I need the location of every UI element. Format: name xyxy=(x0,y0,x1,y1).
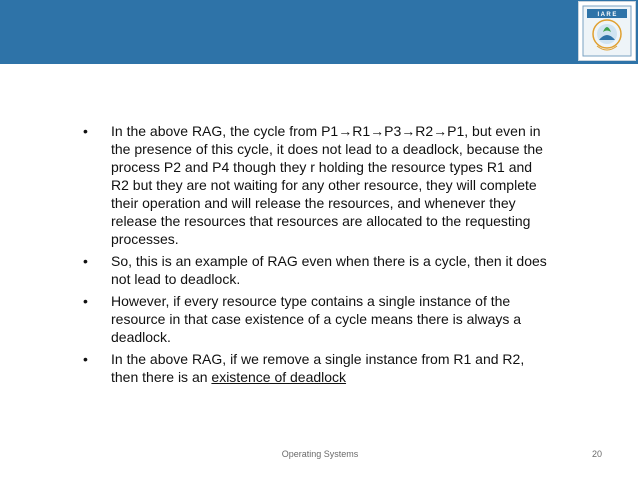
header-band xyxy=(0,0,638,64)
bullet-text xyxy=(111,350,552,386)
bullet-item xyxy=(82,252,552,288)
bullet-dot: • xyxy=(83,253,88,269)
bullet-item xyxy=(82,292,552,346)
page-number: 20 xyxy=(591,449,602,459)
footer-title: Operating Systems xyxy=(281,449,359,459)
underlined-phrase: existence of deadlock xyxy=(211,369,347,385)
bullet-dot: • xyxy=(83,351,88,367)
bullet-text: In the above RAG, the cycle from P1→R1→P3→R2→P1, but even in the presence of this cycle, it does not lead to a deadlock, because the process P2 and P4 though they r holding the resource types R1 and R2 but they are not waiting for any other resource, they will complete their operation and will release the resources, and whenever they release the resources that resources are allocated to the requesting processes. xyxy=(111,123,543,247)
institution-logo xyxy=(578,1,636,61)
bullet-text: However, if every resource type contains a single instance of the resource in that case existence of a cycle means there is always a deadlock. xyxy=(111,293,522,345)
svg-text:I A R E: I A R E xyxy=(597,12,617,18)
bullet-dot: • xyxy=(83,123,88,139)
bullet-dot: • xyxy=(83,293,88,309)
logo-emblem-icon xyxy=(579,2,635,60)
slide-body xyxy=(82,122,552,390)
bullet-item xyxy=(82,350,552,386)
bullet-text: So, this is an example of RAG even when there is a cycle, then it does not lead to deadlock. xyxy=(111,253,547,287)
bullet-item xyxy=(82,122,552,248)
bullet-text-before: In the above RAG, if we remove a single instance from R1 and R2, then there is an xyxy=(111,351,525,385)
